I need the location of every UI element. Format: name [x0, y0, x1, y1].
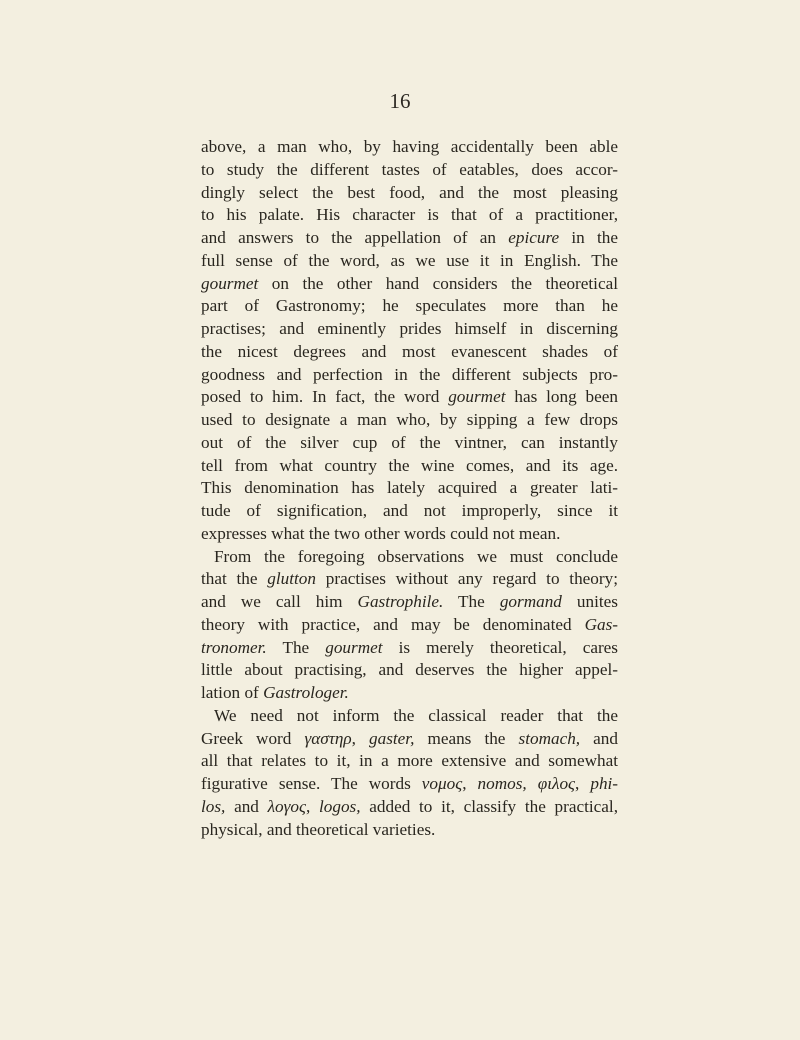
italic-text: gourmet — [448, 387, 506, 407]
text-line — [201, 341, 618, 364]
italic-text: nomos, — [477, 774, 527, 793]
text-segment: practises without any regard to theory; — [316, 569, 618, 589]
page-number: 16 — [389, 89, 411, 113]
text-line — [201, 409, 618, 432]
text-line — [201, 523, 618, 546]
text-line — [201, 204, 618, 227]
text-segment: above, a man who, by having accidentally been able — [201, 137, 618, 156]
text-segment: that the — [201, 569, 268, 589]
text-line — [201, 227, 618, 250]
italic-text: Gastrologer. — [263, 683, 349, 702]
text-line — [201, 364, 618, 387]
italic-text: λογος — [267, 796, 306, 816]
text-segment: physical, and theoretical varieties. — [201, 819, 436, 839]
italic-text: Gas- — [584, 614, 618, 634]
italic-text: gourmet — [201, 273, 259, 293]
text-segment: means the — [414, 728, 519, 748]
text-segment: little about practising, and deserves the higher appel- — [201, 660, 618, 680]
text-segment: From the foregoing observations we must conclude — [214, 546, 618, 566]
italic-text: gormand — [499, 592, 562, 611]
italic-text: νομος — [421, 774, 463, 793]
text-line — [201, 273, 618, 296]
text-line — [201, 546, 618, 569]
text-line — [201, 705, 618, 728]
text-line — [201, 637, 618, 660]
text-segment: , — [305, 796, 319, 816]
body-text — [201, 136, 618, 841]
text-line — [201, 477, 618, 500]
text-segment: the nicest degrees and most evanescent shades of — [201, 341, 618, 361]
text-segment: unites — [561, 592, 618, 611]
text-line — [201, 250, 618, 273]
text-line — [201, 614, 618, 637]
text-segment: is merely theoretical, cares — [382, 637, 618, 657]
text-line — [201, 796, 618, 819]
text-segment: and — [580, 728, 618, 748]
text-segment: all that relates to it, in a more extensive and somewhat — [201, 751, 618, 771]
text-segment: tell from what country the wine comes, and its age. — [201, 455, 618, 475]
text-segment: to his palate. His character is that of a practitioner, — [201, 205, 618, 225]
text-line — [201, 568, 618, 591]
text-segment: , — [575, 774, 591, 793]
italic-text: φιλος — [537, 774, 576, 793]
text-segment: The — [266, 637, 326, 657]
text-line — [201, 159, 618, 182]
text-segment: , — [462, 774, 478, 793]
text-line — [201, 136, 618, 159]
text-segment: lation of — [201, 683, 264, 702]
text-line — [201, 682, 618, 705]
text-segment: out of the silver cup of the vintner, can instantly — [201, 432, 618, 452]
italic-text: gaster, — [369, 728, 415, 748]
text-segment: Greek word — [201, 728, 305, 748]
italic-text: γαστηρ — [304, 728, 352, 748]
text-segment: posed to him. In fact, the word — [201, 387, 449, 407]
italic-text: epicure — [508, 228, 560, 247]
text-line — [201, 591, 618, 614]
text-segment: theory with practice, and may be denominated — [201, 614, 585, 634]
text-segment: added to it, classify the practical, — [360, 796, 618, 816]
text-segment: The — [443, 592, 500, 611]
italic-text: stomach, — [518, 728, 581, 748]
text-segment: expresses what the two other words could not mean. — [201, 523, 561, 543]
text-line — [201, 318, 618, 341]
text-line — [201, 182, 618, 205]
text-line — [201, 295, 618, 318]
text-segment: used to designate a man who, by sipping a few drops — [201, 410, 618, 429]
text-segment: has long been — [505, 387, 618, 407]
italic-text: glutton — [267, 569, 316, 589]
text-segment: full sense of the word, as we use it in English. The — [201, 250, 618, 270]
italic-text: gourmet — [325, 637, 383, 657]
italic-text: logos, — [319, 796, 361, 816]
text-segment: , — [351, 728, 370, 748]
text-line — [201, 455, 618, 478]
text-segment: part of Gastronomy; he speculates more than he — [201, 296, 618, 316]
text-segment: on the other hand considers the theoretical — [258, 273, 618, 293]
text-segment: to study the different tastes of eatables, does accor- — [201, 159, 618, 179]
text-segment: We need not inform the classical reader that the — [214, 705, 618, 725]
italic-text: tronomer. — [201, 637, 267, 657]
text-segment: This denomination has lately acquired a greater lati- — [201, 478, 618, 498]
text-line — [201, 659, 618, 682]
text-line — [201, 819, 618, 842]
text-segment: goodness and perfection in the different subjects pro- — [201, 364, 618, 384]
text-line — [201, 728, 618, 751]
text-line — [201, 386, 618, 409]
italic-text: phi- — [590, 774, 619, 793]
text-line — [201, 432, 618, 455]
text-line — [201, 773, 618, 796]
text-segment: dingly select the best food, and the most pleasing — [201, 182, 618, 202]
text-segment: figurative sense. The words — [201, 774, 422, 793]
text-segment: in the — [559, 228, 618, 247]
text-line — [201, 750, 618, 773]
text-segment: practises; and eminently prides himself in discerning — [201, 319, 618, 338]
text-line — [201, 500, 618, 523]
italic-text: Gastrophile. — [357, 592, 444, 611]
text-segment: tude of signification, and not improperly, since it — [201, 501, 618, 520]
text-segment: and we call him — [201, 592, 358, 611]
text-segment: and — [225, 796, 268, 816]
italic-text: los, — [201, 796, 226, 816]
text-segment: and answers to the appellation of an — [201, 228, 509, 247]
text-segment — [527, 774, 538, 793]
